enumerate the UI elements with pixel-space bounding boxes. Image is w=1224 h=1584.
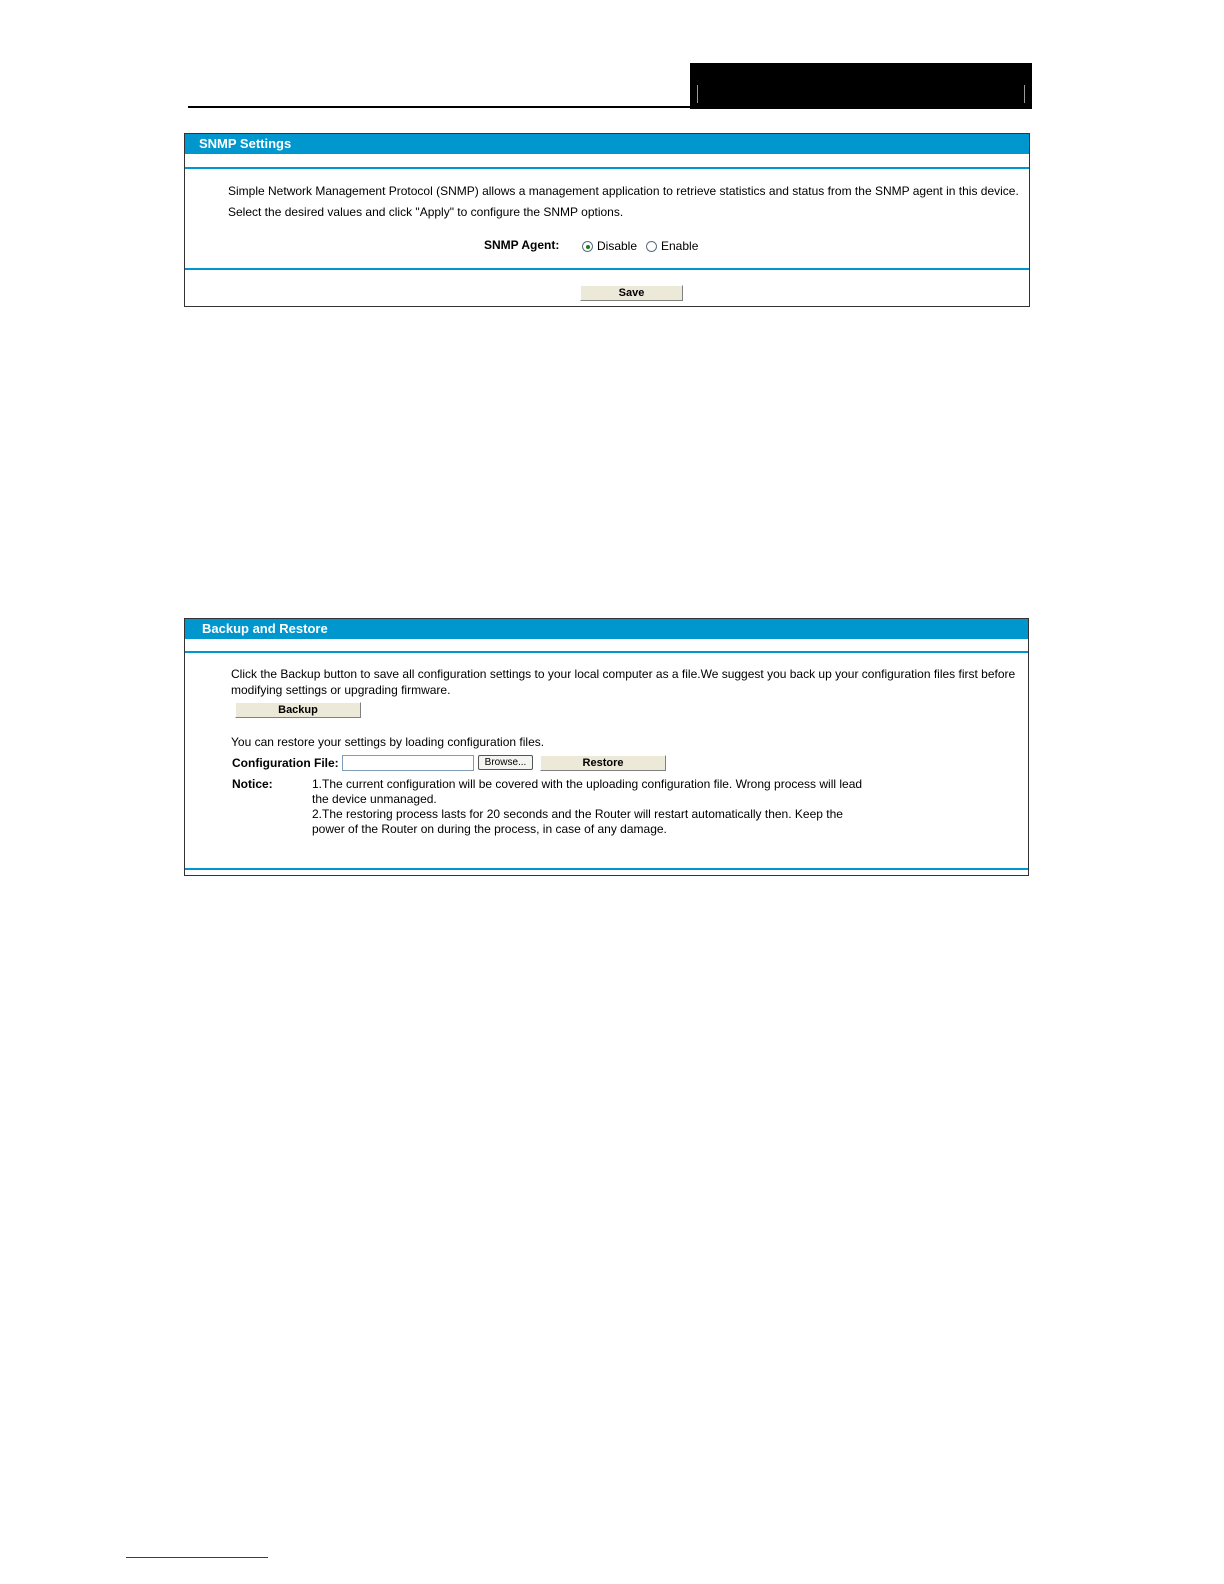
snmp-title-rule	[185, 167, 1029, 169]
restore-intro-text: You can restore your settings by loading configuration files.	[231, 735, 545, 749]
radio-selected-dot	[586, 245, 590, 249]
backup-intro-line1: Click the Backup button to save all configuration settings to your local computer as a file.We suggest you back up your configuration files first before	[231, 667, 1016, 681]
backup-footer-rule	[185, 868, 1028, 870]
backup-button[interactable]: Backup	[235, 702, 361, 718]
footer-link-underline	[126, 1557, 268, 1558]
notice-line-2: the device unmanaged.	[312, 792, 437, 806]
snmp-panel-title: SNMP Settings	[185, 134, 1029, 154]
snmp-agent-enable-radio[interactable]	[646, 241, 657, 252]
header-tick-left	[697, 85, 698, 103]
backup-title-rule	[185, 651, 1028, 653]
notice-label: Notice:	[232, 777, 273, 791]
snmp-agent-label: SNMP Agent:	[484, 238, 560, 252]
backup-restore-panel	[184, 618, 1029, 876]
restore-button[interactable]: Restore	[540, 755, 666, 771]
backup-intro-line2: modifying settings or upgrading firmware.	[231, 683, 451, 697]
browse-button[interactable]: Browse...	[478, 755, 533, 770]
notice-line-1: 1.The current configuration will be covered with the uploading configuration file. Wrong process will lead	[312, 777, 863, 791]
config-file-input[interactable]	[342, 755, 474, 771]
snmp-description-line1: Simple Network Management Protocol (SNMP) allows a management application to retrieve statistics and status from the SNMP agent in this device.	[228, 184, 1019, 198]
backup-panel-title: Backup and Restore	[185, 619, 1028, 639]
save-button[interactable]: Save	[580, 285, 683, 301]
snmp-settings-panel	[184, 133, 1030, 307]
header-tick-right	[1024, 85, 1025, 103]
snmp-agent-enable-label[interactable]: Enable	[661, 239, 699, 253]
snmp-agent-disable-label[interactable]: Disable	[597, 239, 638, 253]
notice-line-3: 2.The restoring process lasts for 20 seconds and the Router will restart automatically then. Keep the	[312, 807, 843, 821]
snmp-footer-rule	[185, 268, 1029, 270]
notice-line-4: power of the Router on during the process, in case of any damage.	[312, 822, 667, 836]
header-rule	[188, 106, 692, 108]
snmp-description-line2: Select the desired values and click "Apply" to configure the SNMP options.	[228, 205, 624, 219]
header-block	[690, 63, 1032, 109]
snmp-agent-disable-radio[interactable]	[582, 241, 593, 252]
config-file-label: Configuration File:	[232, 756, 339, 770]
